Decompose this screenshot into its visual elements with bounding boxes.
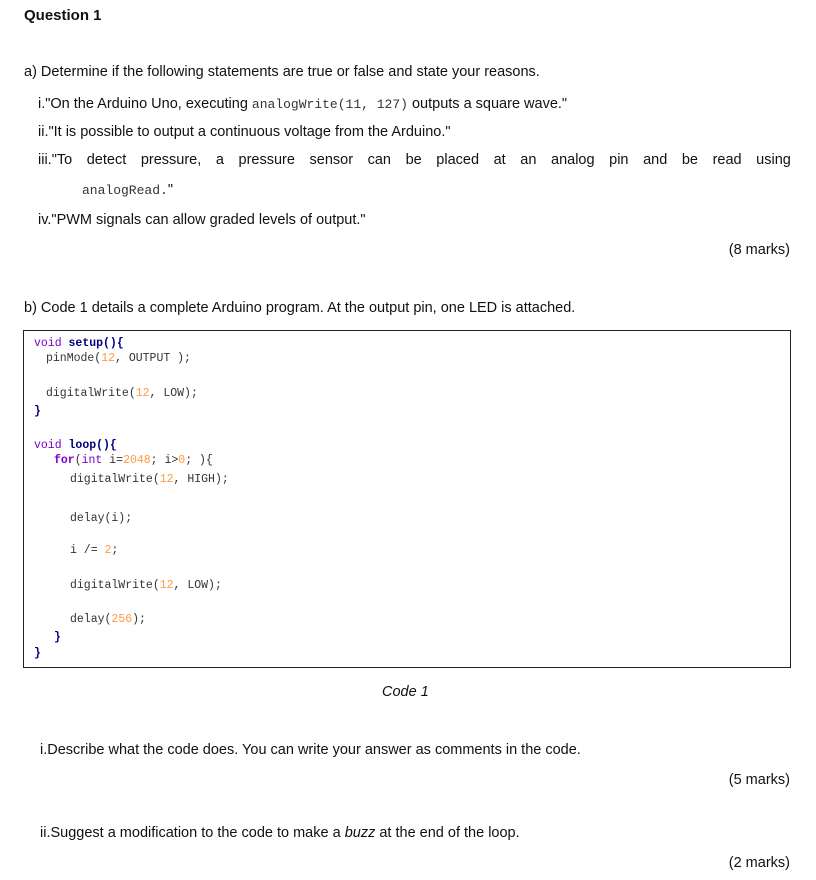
statement-iv: iv."PWM signals can allow graded levels of output." — [38, 212, 366, 228]
statement-i-suffix: outputs a square wave." — [407, 96, 568, 112]
statement-iii-word: and — [643, 152, 668, 168]
code-block — [23, 330, 791, 668]
statement-iii-word: sensor — [309, 152, 354, 168]
statement-i-prefix: i."On the Arduino Uno, executing — [38, 96, 252, 112]
part-b-i-marks: (5 marks) — [728, 772, 790, 788]
code-line-close-loop: } — [34, 647, 41, 660]
code-line-divide: i /= 2; — [70, 544, 119, 557]
code-line-digitalwrite-low: digitalWrite(12, LOW); — [46, 387, 198, 400]
code-line-close-setup: } — [34, 405, 41, 418]
statement-iii-word: be — [681, 152, 698, 168]
code-line-close-for: } — [54, 631, 61, 644]
code-caption: Code 1 — [382, 684, 429, 700]
part-b-ii-marks: (2 marks) — [728, 855, 790, 871]
statement-ii: ii."It is possible to output a continuous voltage from the Arduino." — [38, 124, 451, 140]
statement-iii-tail: " — [167, 182, 173, 198]
code-line-setup: void setup(){ — [34, 337, 124, 350]
code-line-for: for(int i=2048; i>0; ){ — [54, 454, 213, 467]
statement-iii-word: pin — [609, 152, 629, 168]
statement-iii-line2 — [82, 182, 173, 198]
statement-iii-word: a — [215, 152, 224, 168]
statement-i-code: analogWrite(11, 127) — [251, 97, 408, 112]
code-line-pinmode: pinMode(12, OUTPUT ); — [46, 352, 191, 365]
statement-iii-word: detect — [86, 152, 127, 168]
statement-iii-word: using — [756, 152, 791, 168]
statement-iii-line1 — [38, 152, 791, 168]
question-b-ii-emph: buzz — [344, 825, 376, 841]
question-heading: Question 1 — [24, 7, 102, 24]
question-b-ii — [40, 825, 520, 841]
question-b-ii-prefix: ii.Suggest a modification to the code to make a — [40, 825, 345, 841]
part-a-marks: (8 marks) — [728, 242, 790, 258]
statement-iii-word: read — [712, 152, 742, 168]
statement-iii-word: placed — [436, 152, 480, 168]
code-line-delay-i: delay(i); — [70, 512, 133, 525]
statement-iii-word: pressure, — [140, 152, 202, 168]
question-b-i: i.Describe what the code does. You can write your answer as comments in the code. — [40, 742, 581, 758]
code-line-loop: void loop(){ — [34, 439, 117, 452]
code-line-digitalwrite-high: digitalWrite(12, HIGH); — [70, 473, 229, 486]
statement-iii-word: be — [405, 152, 422, 168]
statement-iii-word: pressure — [238, 152, 295, 168]
statement-i — [38, 96, 567, 112]
question-b-ii-suffix: at the end of the loop. — [375, 825, 520, 841]
statement-iii-word: analog — [551, 152, 595, 168]
part-a-intro: a) Determine if the following statements are true or false and state your reasons. — [24, 64, 540, 80]
statement-iii-code: analogRead. — [82, 183, 168, 198]
part-b-intro: b) Code 1 details a complete Arduino program. At the output pin, one LED is attached. — [24, 300, 576, 316]
statement-iii-word: can — [367, 152, 391, 168]
statement-iii-word: at — [493, 152, 506, 168]
code-line-digitalwrite-low-2: digitalWrite(12, LOW); — [70, 579, 222, 592]
statement-iii-word: iii."To — [38, 152, 73, 168]
code-line-delay-256: delay(256); — [70, 613, 146, 626]
statement-iii-word: an — [520, 152, 537, 168]
